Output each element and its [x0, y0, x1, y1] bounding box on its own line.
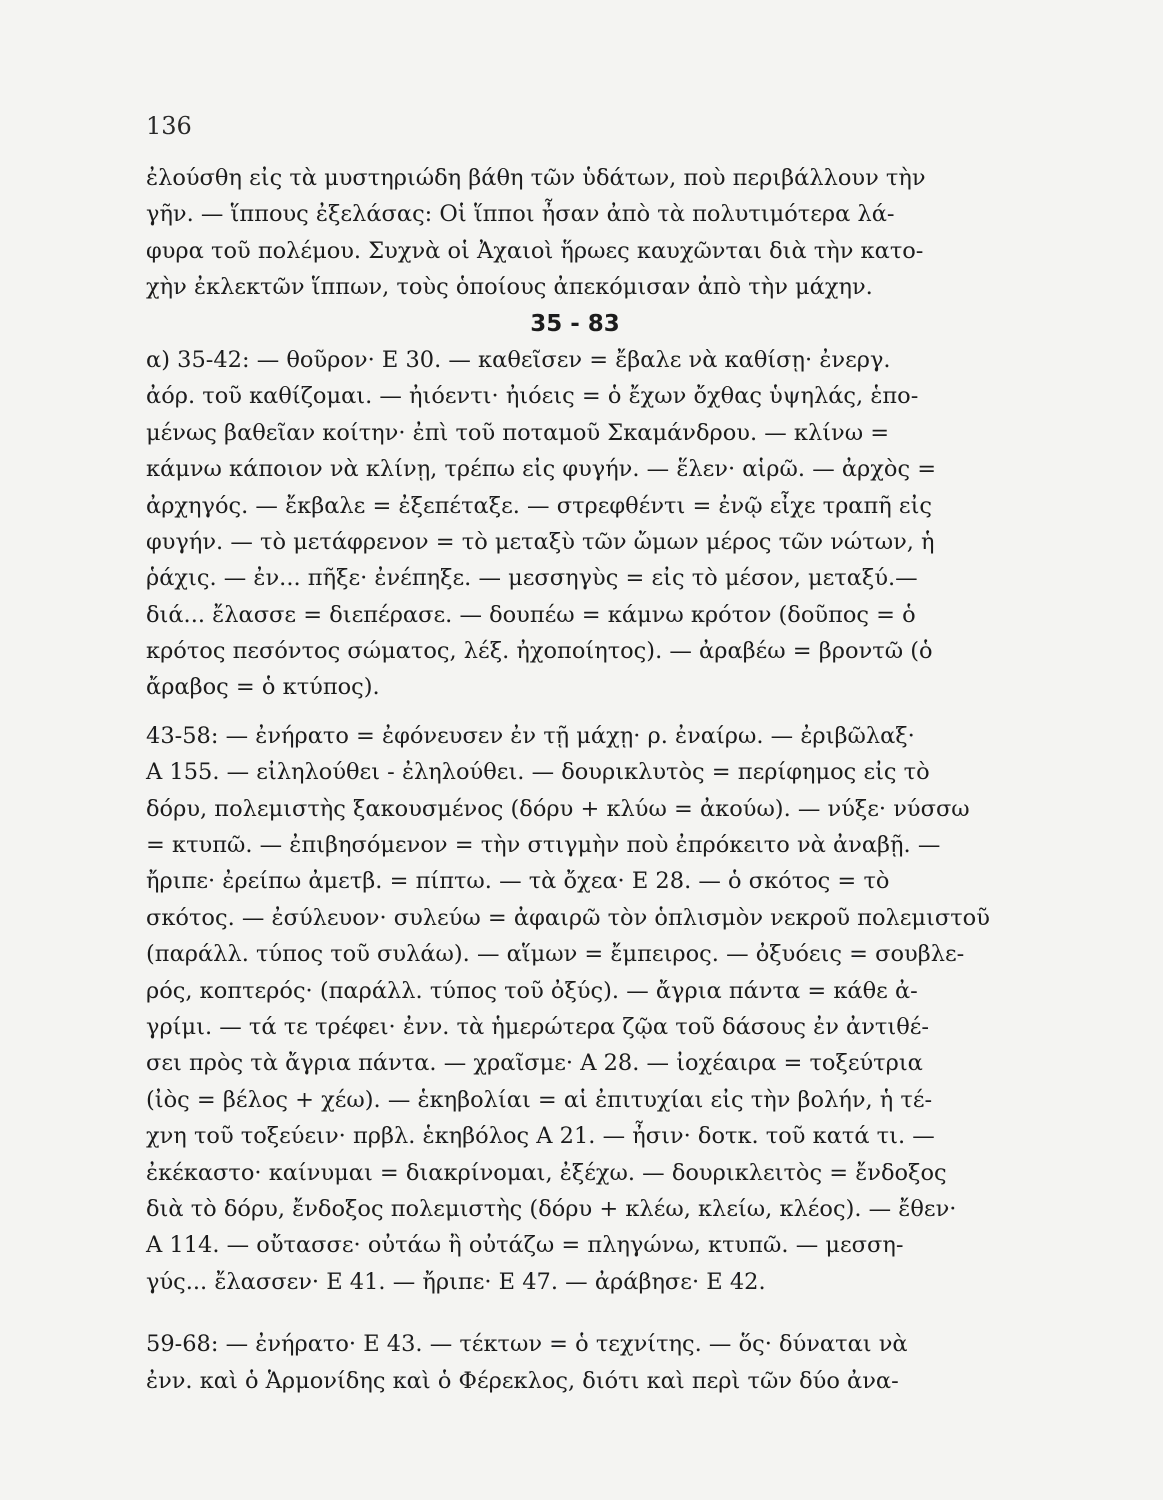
text-line: ἀόρ. τοῦ καθίζομαι. — ἠιόεντι· ἠιόεις = ὁ ἔχων ὄχθας ὑψηλάς, ἑπο- [146, 383, 919, 410]
text-line: δόρυ, πολεμιστὴς ξακουσμένος (δόρυ + κλύω = ἀκούω). — νύξε· νύσσω [146, 795, 970, 822]
text-line: κρότος πεσόντος σώματος, λέξ. ἠχοποίητος). — ἀραβέω = βροντῶ (ὁ [146, 638, 933, 665]
text-line: ἐνν. καὶ ὁ Ἁρμονίδης καὶ ὁ Φέρεκλος, διότι καὶ περὶ τῶν δύο ἀνα- [146, 1367, 899, 1394]
text-line: 43-58: — ἐνήρατο = ἐφόνευσεν ἐν τῇ μάχῃ· ρ. ἐναίρω. — ἐριβῶλαξ· [146, 722, 915, 749]
text-line: γύς... ἔλασσεν· Ε 41. — ἤριπε· Ε 47. — ἀράβησε· Ε 42. [146, 1268, 766, 1295]
text-line: ἤριπε· ἐρείπω ἀμετβ. = πίπτω. — τὰ ὄχεα· Ε 28. — ὁ σκότος = τὸ [146, 868, 890, 895]
text-line: ρός, κοπτερός· (παράλλ. τύπος τοῦ ὀξύς). — ἄγρια πάντα = κάθε ἀ- [146, 977, 918, 1004]
paragraph-gap [146, 1300, 1004, 1326]
text-line: ἄραβος = ὁ κτύπος). [146, 674, 380, 701]
text-line: α) 35-42: — θοῦρον· Ε 30. — καθεῖσεν = ἔβαλε νὰ καθίσῃ· ἐνεργ. [146, 346, 891, 373]
paragraph-gap [146, 706, 1004, 718]
text-line: διὰ τὸ δόρυ, ἔνδοξος πολεμιστὴς (δόρυ + κλέω, κλείω, κλέος). — ἔθεν· [146, 1195, 957, 1222]
text-line: χνη τοῦ τοξεύειν· πρβλ. ἑκηβόλος Α 21. — ἦσιν· δοτκ. τοῦ κατά τι. — [146, 1123, 935, 1150]
commentary-text [146, 160, 1004, 1399]
text-line: ἐλούσθη εἰς τὰ μυστηριώδη βάθη τῶν ὑδάτων, ποὺ περιβάλλουν τὴν [146, 165, 926, 191]
text-line: (ἰὸς = βέλος + χέω). — ἑκηβολίαι = αἱ ἐπιτυχίαι εἰς τὴν βολήν, ἡ τέ- [146, 1086, 933, 1113]
text-line: 59-68: — ἐνήρατο· Ε 43. — τέκτων = ὁ τεχνίτης. — ὅς· δύναται νὰ [146, 1331, 908, 1358]
text-line: ἐκέκαστο· καίνυμαι = διακρίνομαι, ἐξέχω. — δουρικλειτὸς = ἔνδοξος [146, 1159, 947, 1186]
text-line: (παράλλ. τύπος τοῦ συλάω). — αἵμων = ἔμπειρος. — ὀξυόεις = σουβλε- [146, 941, 965, 968]
text-line: Α 155. — εἰληλούθει - ἐληλούθει. — δουρικλυτὸς = περίφημος εἰς τὸ [146, 759, 930, 786]
text-line: σει πρὸς τὰ ἄγρια πάντα. — χραῖσμε· Α 28. — ἰοχέαιρα = τοξεύτρια [146, 1050, 923, 1077]
text-line: μένως βαθεῖαν κοίτην· ἐπὶ τοῦ ποταμοῦ Σκαμάνδρου. — κλίνω = [146, 419, 890, 446]
page-number: 136 [146, 112, 192, 140]
text-line: φυρα τοῦ πολέμου. Συχνὰ οἱ Ἀχαιοὶ ἥρωες καυχῶνται διὰ τὴν κατο- [146, 237, 924, 264]
text-line: χὴν ἐκλεκτῶν ἵππων, τοὺς ὁποίους ἀπεκόμισαν ἀπὸ τὴν μάχην. [146, 274, 873, 301]
text-line: ἀρχηγός. — ἔκβαλε = ἐξεπέταξε. — στρεφθέντι = ἐνῷ εἶχε τραπῆ εἰς [146, 492, 933, 519]
text-line: = κτυπῶ. — ἐπιβησόμενον = τὴν στιγμὴν ποὺ ἐπρόκειτο νὰ ἀναβῇ. — [146, 832, 941, 859]
text-line: σκότος. — ἐσύλευον· συλεύω = ἀφαιρῶ τὸν ὁπλισμὸν νεκροῦ πολεμιστοῦ [146, 904, 990, 931]
text-line: γρίμι. — τά τε τρέφει· ἐνν. τὰ ἡμερώτερα ζῷα τοῦ δάσους ἐν ἀντιθέ- [146, 1013, 929, 1040]
text-line: ῥάχις. — ἐν... πῆξε· ἐνέπηξε. — μεσσηγὺς = εἰς τὸ μέσον, μεταξύ.— [146, 565, 918, 592]
text-line: διά... ἔλασσε = διεπέρασε. — δουπέω = κάμνω κρότον (δοῦπος = ὁ [146, 601, 916, 628]
section-heading: 35 - 83 [530, 310, 620, 337]
text-line: γῆν. — ἵππους ἐξελάσας: Οἱ ἵπποι ἦσαν ἀπὸ τὰ πολυτιμότερα λά- [146, 201, 895, 228]
text-line: Α 114. — οὔτασσε· οὐτάω ἢ οὐτάζω = πληγώνω, κτυπῶ. — μεσση- [146, 1232, 904, 1259]
text-line: φυγήν. — τὸ μετάφρενον = τὸ μεταξὺ τῶν ὤμων μέρος τῶν νώτων, ἡ [146, 528, 935, 555]
text-line: κάμνω κάποιον νὰ κλίνῃ, τρέπω εἰς φυγήν. — ἕλεν· αἱρῶ. — ἀρχὸς = [146, 456, 937, 483]
